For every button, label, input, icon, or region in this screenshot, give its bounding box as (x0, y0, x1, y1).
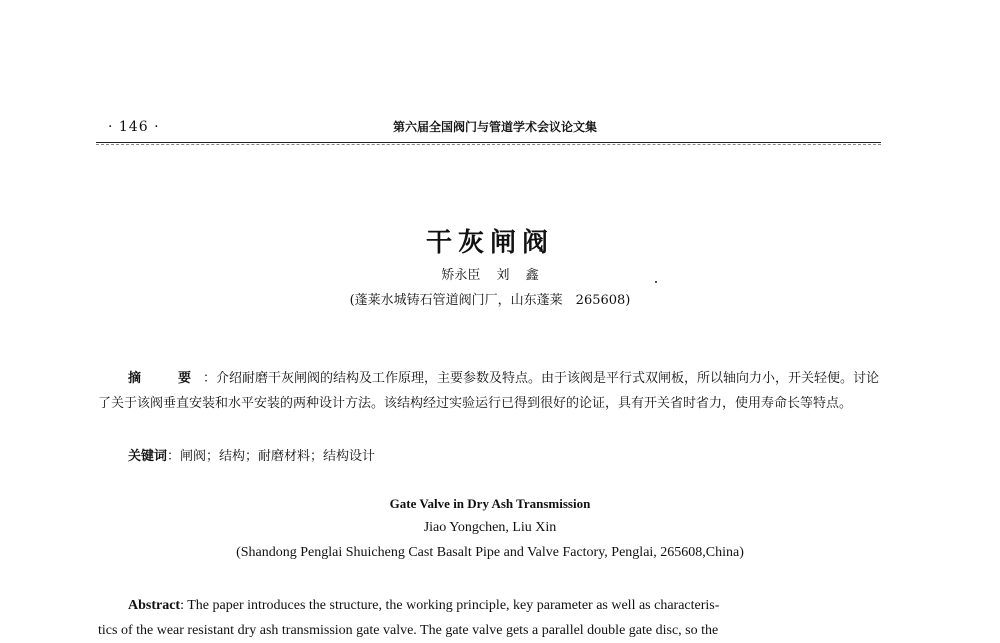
abstract-cn-label: 摘 要 (128, 371, 204, 386)
header-rule-secondary (96, 144, 881, 145)
affiliation-en: (Shandong Penglai Shuicheng Cast Basalt Pipe and Valve Factory, Penglai, 265608,China) (236, 545, 744, 560)
abstract-en-label: Abstract (128, 598, 181, 613)
author-cn-2-given: 鑫 (525, 268, 539, 283)
abstract-en-line-2: tics of the wear resistant dry ash transmission gate valve. The gate valve gets a parallel double gate disc, so the (98, 623, 719, 638)
abstract-cn (98, 366, 888, 416)
header-rule (96, 142, 881, 143)
author-cn-2-surname: 刘 (496, 268, 510, 283)
abstract-en (98, 593, 888, 643)
keywords-cn-label: 关键词 (128, 449, 168, 464)
author-cn-1: 矫永臣 (441, 268, 481, 283)
authors-en: Jiao Yongchen, Liu Xin (423, 520, 557, 535)
authors-cn (0, 264, 980, 283)
affiliation-cn: (蓬莱水城铸石管道阀门厂，山东蓬莱 265608) (349, 293, 631, 308)
abstract-cn-text: ：介绍耐磨干灰闸阀的结构及工作原理，主要参数及特点。由于该阀是平行式双闸板，所以轴向力小，开关轻便。讨论了关于该阀垂直安装和水平安装的两种设计方法。该结构经过实验运行已得到很好的论证，具有开关省时省力，使用寿命长等特点。 (98, 371, 880, 411)
keywords-cn (128, 445, 375, 464)
abstract-en-line-1: : The paper introduces the structure, the working principle, key parameter as well as characteris- (180, 598, 720, 613)
paper-title-en: Gate Valve in Dry Ash Transmission (389, 496, 591, 511)
running-header-title: 第六届全国阀门与管道学术会议论文集 (392, 120, 597, 134)
keywords-cn-text: ：闸阀；结构；耐磨材料；结构设计 (167, 449, 376, 464)
paper-title-cn: 干灰闸阀 (425, 228, 554, 258)
scan-speck (655, 281, 657, 283)
page-number: · 146 · (108, 119, 160, 135)
